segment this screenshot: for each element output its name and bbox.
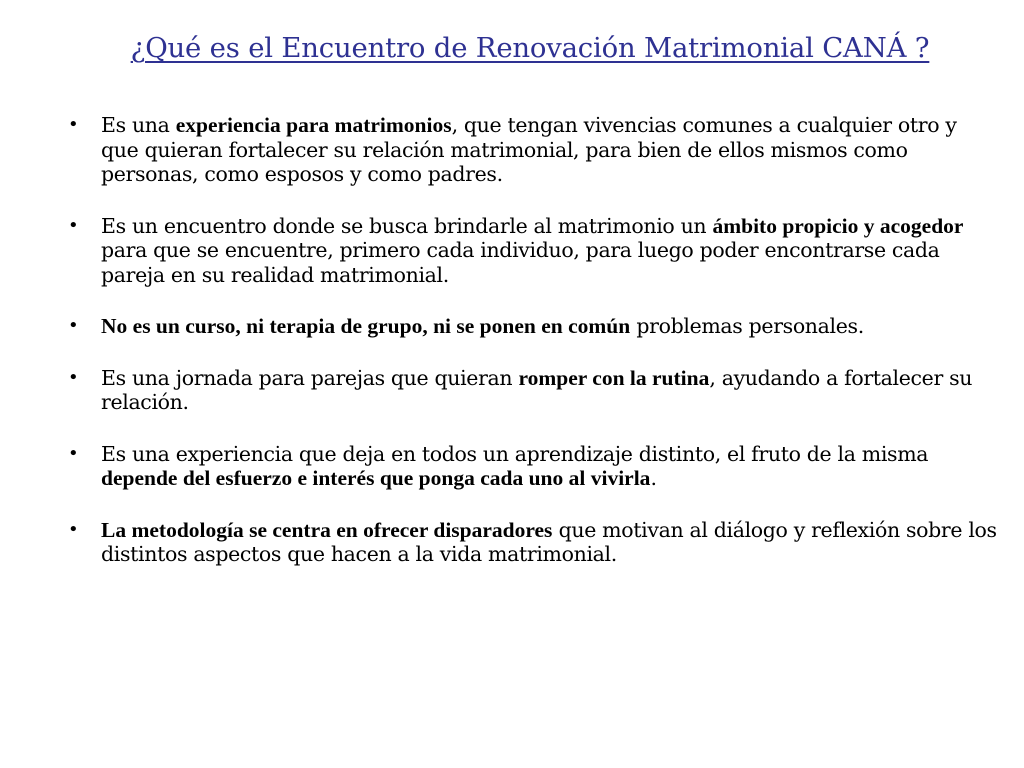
bullet-item [62,214,997,288]
bullet-text-part: Es una jornada para parejas que quieran [101,365,519,390]
bullet-item [62,442,997,491]
bullet-text-part: problemas personales. [630,314,864,338]
bullet-bold-text: depende del esfuerzo e interés que ponga cada uno al vivirla [101,466,651,490]
bullet-icon: • [68,315,79,336]
bullet-list [62,113,997,594]
bullet-icon: • [68,366,79,388]
bullet-bold-text: romper con la rutina [518,365,710,390]
bullet-text-part: que motivan al diálogo y reflexión sobre los distintos aspectos que hacen a la vida matrimonial. [101,517,997,566]
bullet-text-part: Es una [101,113,176,137]
slide-title: ¿Qué es el Encuentro de Renovación Matrimonial CANÁ ? [130,32,930,64]
bullet-bold-text: ámbito propicio y acogedor [712,213,964,238]
bullet-item [62,518,997,567]
bullet-item [62,314,997,339]
bullet-item [62,113,997,187]
bullet-text-part: para que se encuentre, primero cada individuo, para luego poder encontrarse cada pareja en su realidad matrimonial. [101,238,940,287]
bullet-text-part: Es un encuentro donde se busca brindarle al matrimonio un [101,213,713,238]
bullet-icon: • [68,114,79,135]
bullet-bold-text: No es un curso, ni terapia de grupo, ni se ponen en común [101,314,631,338]
bullet-icon: • [68,442,79,464]
bullet-bold-text: La metodología se centra en ofrecer disparadores [101,517,553,542]
bullet-icon: • [68,518,79,540]
bullet-text-part: Es una experiencia que deja en todos un aprendizaje distinto, el fruto de la misma [101,441,929,466]
bullet-icon: • [68,214,79,236]
bullet-text-part: , que tengan vivencias comunes a cualquier otro y que quieran fortalecer su relación matrimonial, para bien de ellos mismos como personas, como esposos y como padres. [101,113,957,186]
bullet-bold-text: experiencia para matrimonios [175,113,452,137]
bullet-text-part: , ayudando a fortalecer su relación. [101,365,973,414]
bullet-item [62,366,997,415]
bullet-text-part: . [650,466,657,490]
